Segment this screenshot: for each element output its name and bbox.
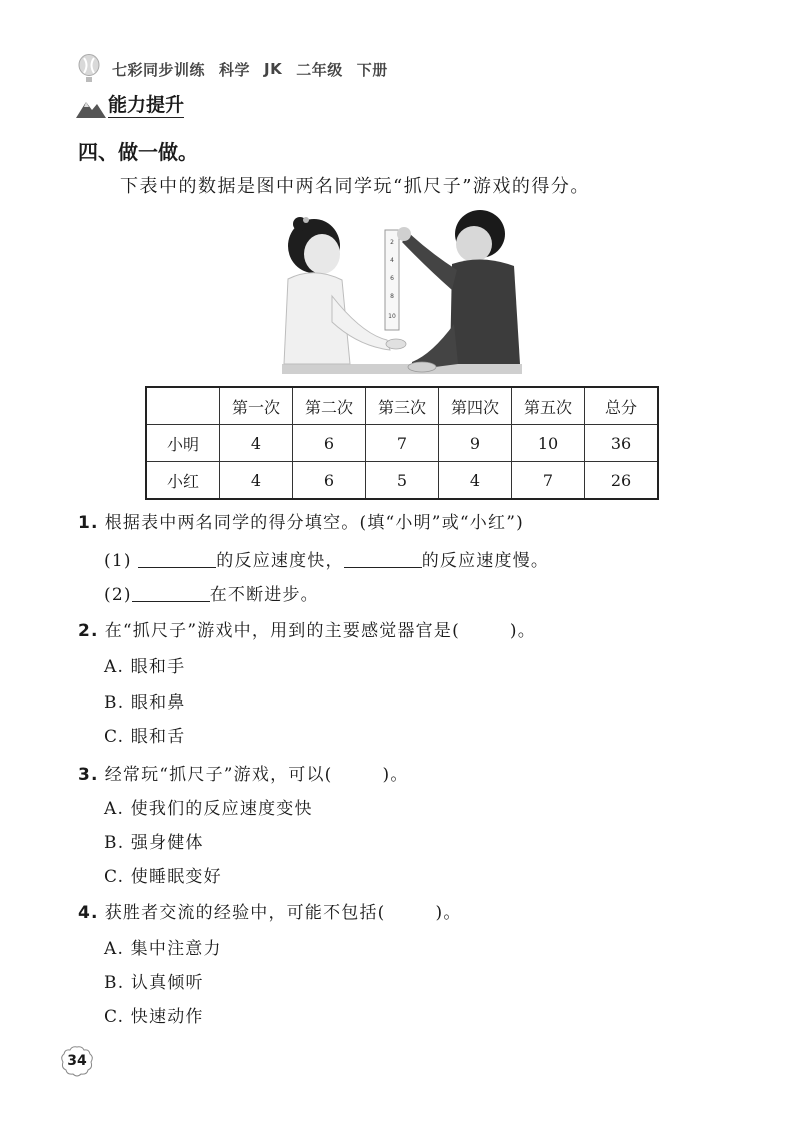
option[interactable]: C. 快速动作 <box>104 1007 204 1027</box>
question-number: 2. <box>78 621 99 641</box>
answer-blank[interactable] <box>138 551 216 568</box>
mountain-icon <box>76 98 106 118</box>
table-header-row <box>146 387 658 425</box>
option[interactable]: A. 眼和手 <box>104 657 186 677</box>
score-table <box>145 386 659 500</box>
ruler-mark: 10 <box>388 313 396 320</box>
question-text: 获胜者交流的经验中，可能不包括( <box>104 903 386 923</box>
table-cell: 7 <box>366 425 439 462</box>
table-header-cell: 第五次 <box>512 387 585 425</box>
option[interactable]: B. 认真倾听 <box>104 973 204 993</box>
table-header-cell: 总分 <box>585 387 659 425</box>
question-text: 在“抓尺子”游戏中，用到的主要感觉器官是( <box>104 621 460 641</box>
page-number-badge <box>60 1044 94 1078</box>
option[interactable]: A. 集中注意力 <box>104 939 222 959</box>
ruler-game-photo <box>262 204 542 376</box>
table-header-cell <box>146 387 220 425</box>
ruler-mark: 6 <box>390 275 394 282</box>
header-subject: 科学 <box>219 60 251 79</box>
header-series: 七彩同步训练 <box>112 60 206 79</box>
table-cell: 10 <box>512 425 585 462</box>
question-3 <box>78 760 409 785</box>
question-text: 经常玩“抓尺子”游戏，可以( <box>104 765 333 785</box>
sub-text: 在不断进步。 <box>209 585 319 605</box>
intro-text: 下表中的数据是图中两名同学玩“抓尺子”游戏的得分。 <box>120 176 590 197</box>
option[interactable]: C. 使睡眠变好 <box>104 867 222 887</box>
header-volume: 下册 <box>356 60 388 79</box>
header-grade: 二年级 <box>296 60 343 79</box>
question-close: )。 <box>382 765 409 785</box>
table-header-cell: 第四次 <box>439 387 512 425</box>
table-cell: 小明 <box>146 425 220 462</box>
page-header <box>76 52 402 86</box>
ruler-mark: 8 <box>390 293 394 300</box>
table-cell: 9 <box>439 425 512 462</box>
question-number: 4. <box>78 903 99 923</box>
page-number: 34 <box>67 1053 87 1069</box>
question-1 <box>78 508 524 533</box>
table-cell: 7 <box>512 462 585 500</box>
sub-label: (1) <box>104 551 132 571</box>
table-cell: 26 <box>585 462 659 500</box>
balloon-icon <box>76 54 102 84</box>
sub-text: 的反应速度慢。 <box>421 551 550 571</box>
table-cell: 小红 <box>146 462 220 500</box>
option[interactable]: B. 强身健体 <box>104 833 204 853</box>
ruler-mark: 2 <box>390 239 394 246</box>
question-4 <box>78 898 462 923</box>
table-header-cell: 第二次 <box>293 387 366 425</box>
header-edition: JK <box>264 60 283 78</box>
table-cell: 36 <box>585 425 659 462</box>
table-cell: 6 <box>293 425 366 462</box>
table-header-cell: 第一次 <box>220 387 293 425</box>
answer-blank[interactable] <box>344 551 422 568</box>
table-cell: 6 <box>293 462 366 500</box>
ruler <box>385 230 399 330</box>
table-cell: 4 <box>220 425 293 462</box>
section-heading <box>76 94 184 118</box>
section-title: 能力提升 <box>108 94 185 116</box>
part-title: 四、做一做。 <box>78 140 198 164</box>
sub-label: (2) <box>104 585 132 605</box>
question-1-sub-2 <box>104 580 319 605</box>
question-close: )。 <box>435 903 462 923</box>
question-2 <box>78 616 536 641</box>
question-number: 3. <box>78 765 99 785</box>
table-row <box>146 462 658 500</box>
table-cell: 4 <box>220 462 293 500</box>
question-1-sub-1 <box>104 546 549 571</box>
option[interactable]: A. 使我们的反应速度变快 <box>104 799 313 819</box>
option[interactable]: B. 眼和鼻 <box>104 693 186 713</box>
question-text: 根据表中两名同学的得分填空。(填“小明”或“小红”) <box>104 513 524 533</box>
table-header-cell: 第三次 <box>366 387 439 425</box>
ruler-mark: 4 <box>390 257 394 264</box>
question-number: 1. <box>78 513 99 533</box>
option[interactable]: C. 眼和舌 <box>104 727 186 747</box>
table-row <box>146 425 658 462</box>
sub-text: 的反应速度快， <box>216 551 344 571</box>
question-close: )。 <box>509 621 536 641</box>
answer-blank[interactable] <box>132 585 210 602</box>
table-cell: 5 <box>366 462 439 500</box>
table-cell: 4 <box>439 462 512 500</box>
